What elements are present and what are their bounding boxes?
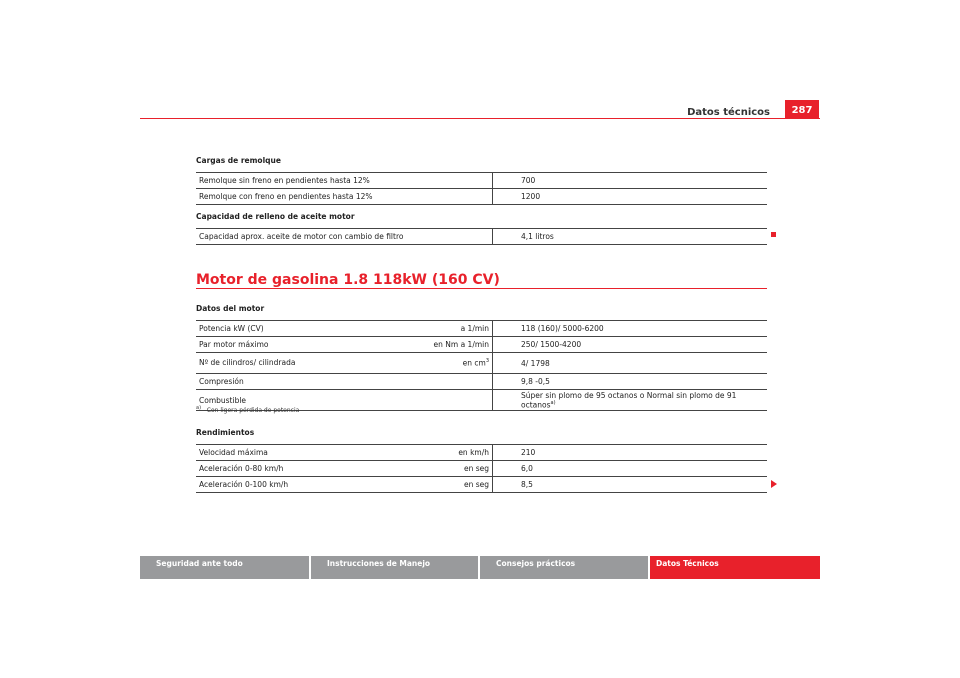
spec-item: Compresión bbox=[199, 377, 244, 386]
table-row bbox=[196, 477, 767, 493]
engine-data-table bbox=[196, 320, 767, 411]
page-header-title: Datos técnicos bbox=[687, 107, 770, 118]
spec-unit: en Nm a 1/min bbox=[433, 340, 489, 349]
footnote-mark: a) bbox=[196, 405, 202, 411]
spec-value: 1200 bbox=[493, 189, 768, 205]
spec-item: Aceleración 0-100 km/h bbox=[199, 480, 289, 489]
engine-data-label: Datos del motor bbox=[196, 304, 265, 313]
table-row bbox=[196, 461, 767, 477]
end-of-section-marker bbox=[771, 232, 776, 237]
spec-unit-wrap bbox=[463, 358, 489, 368]
spec-value: 4,1 litros bbox=[493, 229, 768, 245]
spec-unit: en seg bbox=[463, 480, 489, 489]
spec-value: 118 (160)/ 5000-6200 bbox=[493, 321, 768, 337]
spec-item: Nº de cilindros/ cilindrada bbox=[199, 358, 296, 368]
table-row bbox=[196, 173, 767, 189]
spec-cell bbox=[196, 374, 493, 390]
header-divider bbox=[140, 118, 820, 119]
spec-item: Remolque con freno en pendientes hasta 12% bbox=[196, 189, 493, 205]
spec-cell bbox=[196, 461, 493, 477]
spec-cell bbox=[196, 477, 493, 493]
next-page-arrow-icon[interactable] bbox=[771, 480, 777, 488]
spec-item: Capacidad aprox. aceite de motor con cambio de filtro bbox=[196, 229, 493, 245]
performance-table bbox=[196, 444, 767, 493]
spec-cell bbox=[196, 321, 493, 337]
table-row bbox=[196, 445, 767, 461]
spec-item: Par motor máximo bbox=[199, 340, 269, 349]
table-row bbox=[196, 229, 767, 245]
table-row bbox=[196, 189, 767, 205]
trailer-loads-label: Cargas de remolque bbox=[196, 156, 281, 165]
spec-item: Aceleración 0-80 km/h bbox=[199, 464, 284, 473]
table-row bbox=[196, 353, 767, 374]
footer-tab-seguridad[interactable]: Seguridad ante todo bbox=[140, 556, 309, 579]
spec-unit-superscript: 3 bbox=[485, 358, 489, 365]
spec-value: 210 bbox=[493, 445, 768, 461]
spec-unit: en seg bbox=[463, 464, 489, 473]
table-row bbox=[196, 337, 767, 353]
spec-cell bbox=[196, 445, 493, 461]
spec-unit: en cm bbox=[462, 358, 486, 368]
footnote-text: Con ligera pérdida de potencia bbox=[206, 407, 300, 414]
performance-label: Rendimientos bbox=[196, 428, 255, 437]
footer-tab-consejos[interactable]: Consejos prácticos bbox=[480, 556, 648, 579]
spec-value: 8,5 bbox=[493, 477, 768, 493]
spec-value: 250/ 1500-4200 bbox=[493, 337, 768, 353]
table-row bbox=[196, 321, 767, 337]
oil-capacity-table bbox=[196, 228, 767, 245]
table-row bbox=[196, 374, 767, 390]
spec-unit: a 1/min bbox=[460, 324, 489, 333]
spec-value: 4/ 1798 bbox=[493, 353, 768, 374]
page-number: 287 bbox=[785, 100, 819, 119]
spec-item: Combustible bbox=[199, 395, 247, 405]
spec-cell bbox=[196, 337, 493, 353]
footnote bbox=[196, 405, 299, 414]
spec-item: Velocidad máxima bbox=[199, 448, 268, 457]
spec-value-cell bbox=[493, 390, 768, 411]
spec-value: Súper sin plomo de 95 octanos o Normal sin plomo de 91 octanos bbox=[521, 390, 737, 410]
trailer-loads-table bbox=[196, 172, 767, 205]
spec-value: 6,0 bbox=[493, 461, 768, 477]
spec-item: Potencia kW (CV) bbox=[199, 324, 264, 333]
footer-tab-instrucciones[interactable]: Instrucciones de Manejo bbox=[311, 556, 478, 579]
spec-value: 9,8 -0,5 bbox=[493, 374, 768, 390]
oil-capacity-label: Capacidad de relleno de aceite motor bbox=[196, 212, 355, 221]
spec-cell bbox=[196, 353, 493, 374]
footnote-reference: a) bbox=[550, 399, 556, 406]
spec-unit: en km/h bbox=[458, 448, 489, 457]
spec-value: 700 bbox=[493, 173, 768, 189]
section-title: Motor de gasolina 1.8 118kW (160 CV) bbox=[196, 272, 500, 288]
footer-tab-datos-tecnicos[interactable]: Datos Técnicos bbox=[650, 556, 820, 579]
spec-item: Remolque sin freno en pendientes hasta 12% bbox=[196, 173, 493, 189]
section-divider bbox=[196, 288, 767, 289]
